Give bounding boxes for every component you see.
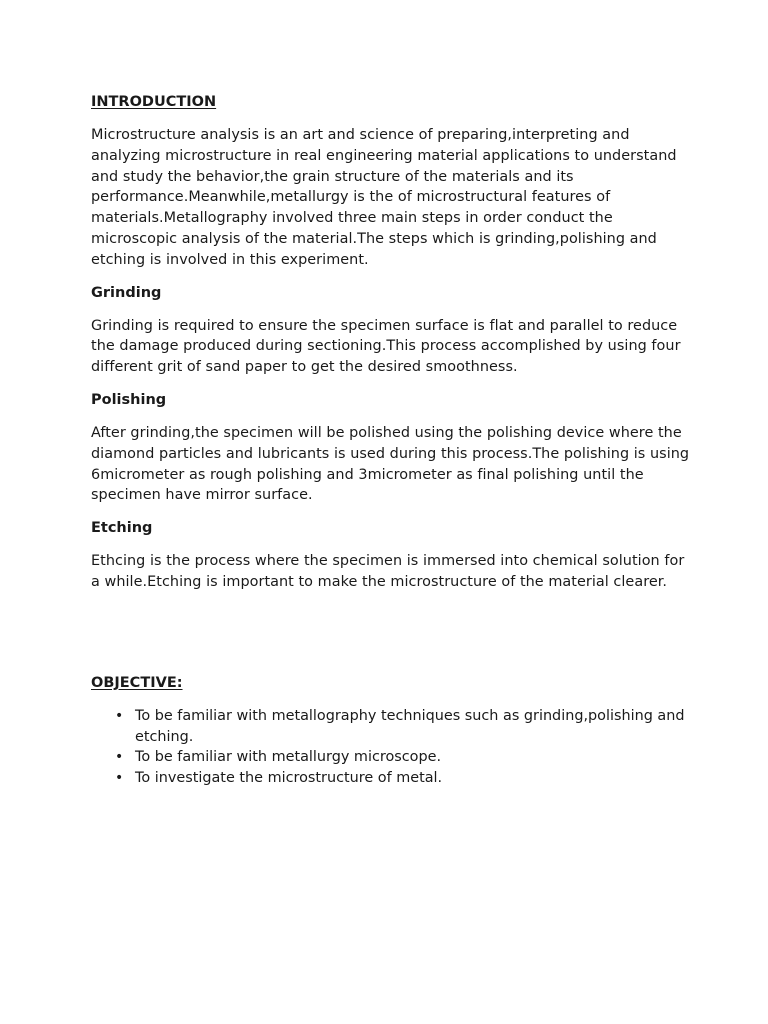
etching-heading: Etching [91,520,153,537]
list-item [91,706,691,748]
bullet-icon: • [115,770,124,787]
bullet-icon: • [115,749,124,766]
objective-item-text: To investigate the microstructure of metal. [135,770,443,787]
objective-item-text: To be familiar with metallurgy microscope. [135,749,442,766]
objective-list [91,706,691,789]
polishing-heading: Polishing [91,391,167,408]
list-item [91,747,691,768]
bullet-icon: • [115,707,124,724]
grinding-heading: Grinding [91,284,162,301]
etching-paragraph: Ethcing is the process where the specimen is immersed into chemical solution for a while.Etching is important to make the microstructure of the material clearer. [91,553,685,590]
introduction-paragraph: Microstructure analysis is an art and science of preparing,interpreting and analyzing microstructure in real engineering material applications to understand and study the behavior,the grain structure of the materials and its performance.Meanwhile,metallurgy is the of microstructural features of materials.Metallography involved three main steps in order conduct the microscopic analysis of the material.The steps which is grinding,polishing and etching is involved in this experiment. [91,127,677,268]
objective-item-text: To be familiar with metallography techniques such as grinding,polishing and etching. [135,707,685,745]
document-content [91,92,691,789]
objective-heading: OBJECTIVE: [91,674,183,691]
grinding-paragraph: Grinding is required to ensure the specimen surface is flat and parallel to reduce the damage produced during sectioning.This process accomplished by using four different grit of sand paper to get the desired smoothness. [91,317,681,376]
introduction-heading: INTRODUCTION [91,94,217,110]
list-item [91,768,691,789]
polishing-paragraph: After grinding,the specimen will be polished using the polishing device where the diamond particles and lubricants is used during this process.The polishing is using 6micrometer as rough polishing and 3micrometer as final polishing until the specimen have mirror surface. [91,424,690,504]
